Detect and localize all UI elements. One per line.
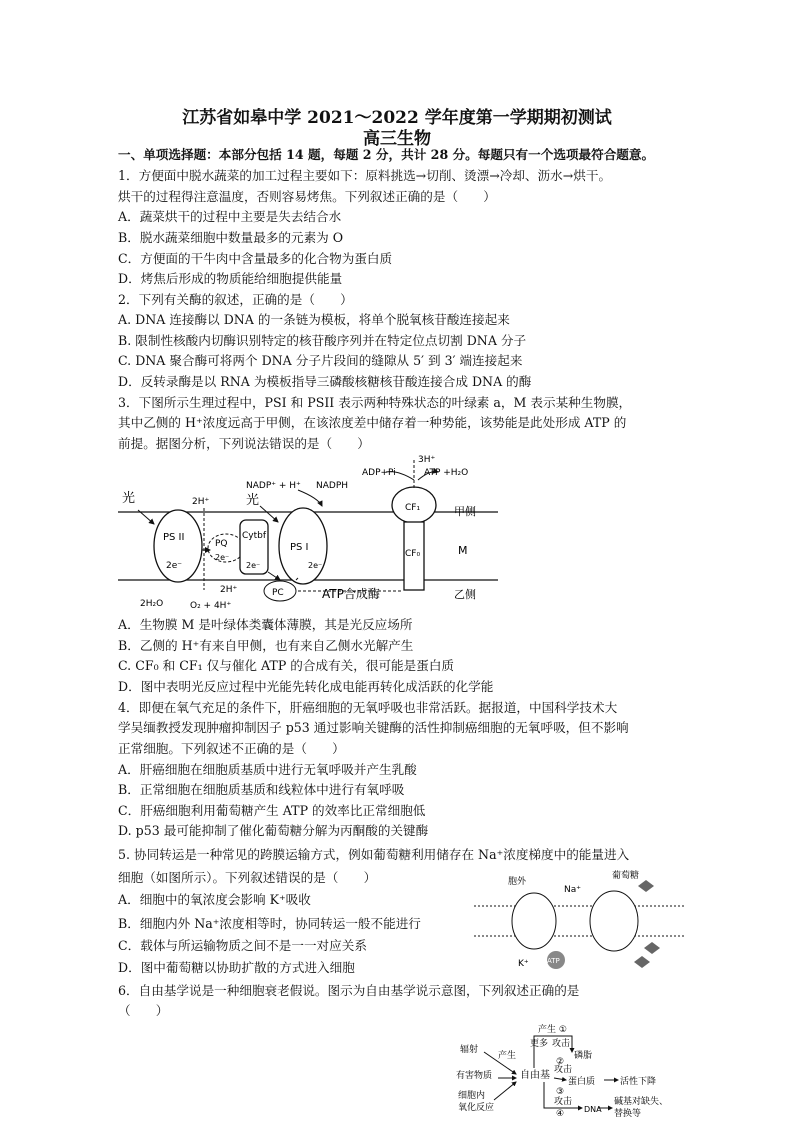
q6-stem: （ ） [118, 1003, 169, 1018]
q3-option-d: D．图中表明光反应过程中光能先转化成电能再转化成活跃的化学能 [118, 679, 494, 694]
q4-option-b: B．正常细胞在细胞质基质和线粒体中进行有氧呼吸 [118, 782, 405, 797]
harmful-label: 有害物质 [456, 1071, 493, 1081]
lipid-label: 磷脂 [574, 1051, 593, 1061]
q4-stem: 4．即便在氧气充足的条件下，肝癌细胞的无氧呼吸也非常活跃。据报道，中国科学技术大 [118, 700, 618, 715]
glucose-icon [634, 956, 650, 968]
pq-label: PQ [215, 539, 228, 549]
exam-title: 江苏省如皋中学 2021～2022 学年度第一学期期初测试 [182, 108, 612, 128]
pump-protein [512, 893, 556, 949]
replace-label: 替换等 [614, 1109, 642, 1117]
electron-label: 2e⁻ [246, 561, 261, 570]
cotransport-diagram [474, 866, 684, 976]
dna-label: DNA [584, 1105, 602, 1114]
attack-label: 攻击 [554, 1065, 573, 1075]
step-4-label: ④ [556, 1109, 565, 1117]
electron-label: 2e⁻ [308, 561, 323, 570]
q3-option-b: B．乙侧的 H⁺有来自甲侧，也有来自乙侧水光解产生 [118, 638, 414, 653]
water-label: 2H₂O [140, 599, 164, 609]
q1-stem: 烘干的过程得注意温度，否则容易烤焦。下列叙述正确的是（ ） [118, 189, 496, 204]
q1-option-c: C．方便面的干牛肉中含量最多的化合物为蛋白质 [118, 251, 393, 266]
adp-label: ADP+Pi [362, 468, 396, 478]
atp-synthase-label: ATP合成酶 [322, 587, 380, 601]
glucose-carrier [590, 891, 638, 951]
radiation-label: 辐射 [460, 1045, 479, 1055]
ps1-label: PS I [290, 542, 309, 553]
q4-option-c: C．肝癌细胞利用葡萄糖产生 ATP 的效率比正常细胞低 [118, 803, 426, 818]
photosynthesis-diagram [118, 450, 498, 615]
base-label: 碱基对缺失、 [614, 1097, 669, 1107]
q4-option-a: A．肝癌细胞在细胞质基质中进行无氧呼吸并产生乳酸 [118, 762, 417, 777]
radical-label: 自由基 [520, 1070, 550, 1081]
q3-stem: 其中乙侧的 H⁺浓度远高于甲侧，在该浓度差中储存着一种势能，该势能是此处形成 ATP 的 [118, 415, 627, 430]
q1-stem: 1．方便面中脱水蔬菜的加工过程主要如下：原料挑选→切削、烫漂→冷却、沥水→烘干。 [118, 168, 612, 183]
q6-stem: 6．自由基学说是一种细胞衰老假说。图示为自由基学说示意图，下列叙述正确的是 [118, 983, 580, 998]
q4-stem: 学吴缅教授发现肿瘤抑制因子 p53 通过影响关键酶的活性抑制癌细胞的无氧呼吸，但不影响 [118, 720, 629, 735]
section-heading: 一、单项选择题：本部分包括 14 题，每题 2 分，共计 28 分。每题只有一个选项最符合题意。 [118, 147, 655, 162]
membrane-m-label: M [458, 544, 468, 557]
q1-option-d: D．烤焦后形成的物质能给细胞提供能量 [118, 271, 343, 286]
activity-label: 活性下降 [620, 1077, 657, 1087]
intracellular-label: 细胞内 [458, 1091, 486, 1101]
produce-label: 产生 [498, 1051, 517, 1061]
q2-option-c: C. DNA 聚合酶可将两个 DNA 分子片段间的缝隙从 5′ 到 3′ 端连接起来 [118, 353, 523, 368]
outside-label: 胞外 [508, 877, 527, 887]
q4-option-d: D. p53 最可能抑制了催化葡萄糖分解为丙酮酸的关键酶 [118, 823, 429, 838]
q3-stem: 3．下图所示生理过程中，PSI 和 PSII 表示两种特殊状态的叶绿素 a，M 表示某种生物膜， [118, 395, 632, 410]
potassium-label: K⁺ [518, 959, 529, 969]
electron-label: 2e⁻ [166, 561, 183, 571]
glucose-icon [644, 942, 660, 954]
atp-label: ATP +H₂O [424, 468, 469, 478]
q5-option-c: C．载体与所运输物质之间不是一一对应关系 [118, 938, 367, 953]
exam-subtitle: 高三生物 [363, 129, 431, 149]
nadp-label: NADP⁺ + H⁺ [246, 481, 301, 491]
q4-stem: 正常细胞。下列叙述不正确的是（ ） [118, 741, 345, 756]
cf0-label: CF₀ [405, 549, 421, 559]
sodium-label: Na⁺ [564, 885, 581, 895]
q2-option-b: B. 限制性核酸内切酶识别特定的核苷酸序列并在特定位点切割 DNA 分子 [118, 333, 527, 348]
q3-stem: 前提。据图分析，下列说法错误的是（ ） [118, 436, 370, 451]
more-label: 更多 [530, 1039, 549, 1049]
ps2-label: PS II [163, 532, 185, 543]
q5-option-d: D．图中葡萄糖以协助扩散的方式进入细胞 [118, 960, 355, 975]
ps2-complex [154, 510, 202, 582]
side-yi-label: 乙侧 [454, 588, 476, 601]
q2-option-d: D．反转录酶是以 RNA 为模板指导三磷酸核糖核苷酸连接合成 DNA 的酶 [118, 374, 532, 389]
nadph-label: NADPH [316, 481, 349, 491]
produce-1-label: 产生 ① [538, 1025, 567, 1035]
attack-label: 攻击 [552, 1039, 571, 1049]
glucose-icon [638, 880, 654, 892]
glucose-label: 葡萄糖 [612, 871, 640, 881]
q1-option-a: A．蔬菜烘干的过程中主要是失去结合水 [118, 209, 342, 224]
step-3-label: ③ [556, 1087, 565, 1097]
q5-stem: 细胞（如图所示）。下列叙述错误的是（ ） [118, 870, 377, 885]
q2-option-a: A. DNA 连接酶以 DNA 的一条链为模板，将单个脱氧核苷酸连接起来 [118, 312, 510, 327]
pc-label: PC [272, 588, 284, 598]
q5-option-b: B．细胞内外 Na⁺浓度相等时，协同转运一般不能进行 [118, 916, 421, 931]
atp-label: ATP [547, 957, 560, 965]
redox-label: 氧化反应 [458, 1103, 495, 1113]
oxygen-label: O₂ + 4H⁺ [190, 601, 232, 611]
light-label: 光 [122, 491, 136, 506]
cytbf-label: Cytbf [242, 531, 267, 541]
q5-stem: 5. 协同转运是一种常见的跨膜运输方式，例如葡萄糖利用储存在 Na⁺浓度梯度中的能量进入 [118, 847, 630, 862]
light-label: 光 [246, 493, 260, 508]
q2-stem: 2．下列有关酶的叙述，正确的是（ ） [118, 292, 353, 307]
cf1-label: CF₁ [405, 503, 421, 513]
h2-top-label: 2H⁺ [192, 497, 210, 507]
h3-label: 3H⁺ [418, 455, 436, 465]
free-radical-diagram [454, 1022, 684, 1117]
step-2-label: ② [556, 1057, 565, 1067]
side-jia-label: 甲侧 [454, 505, 476, 518]
q5-option-a: A．细胞中的氧浓度会影响 K⁺吸收 [118, 892, 311, 907]
q3-option-c: C. CF₀ 和 CF₁ 仅与催化 ATP 的合成有关，很可能是蛋白质 [118, 658, 455, 673]
electron-label: 2e⁻ [215, 553, 230, 562]
q1-option-b: B．脱水蔬菜细胞中数量最多的元素为 O [118, 230, 344, 245]
attack-label: 攻击 [554, 1097, 573, 1107]
protein-label: 蛋白质 [568, 1077, 596, 1087]
h2-bottom-label: 2H⁺ [220, 585, 238, 595]
q3-option-a: A．生物膜 M 是叶绿体类囊体薄膜，其是光反应场所 [118, 617, 413, 632]
